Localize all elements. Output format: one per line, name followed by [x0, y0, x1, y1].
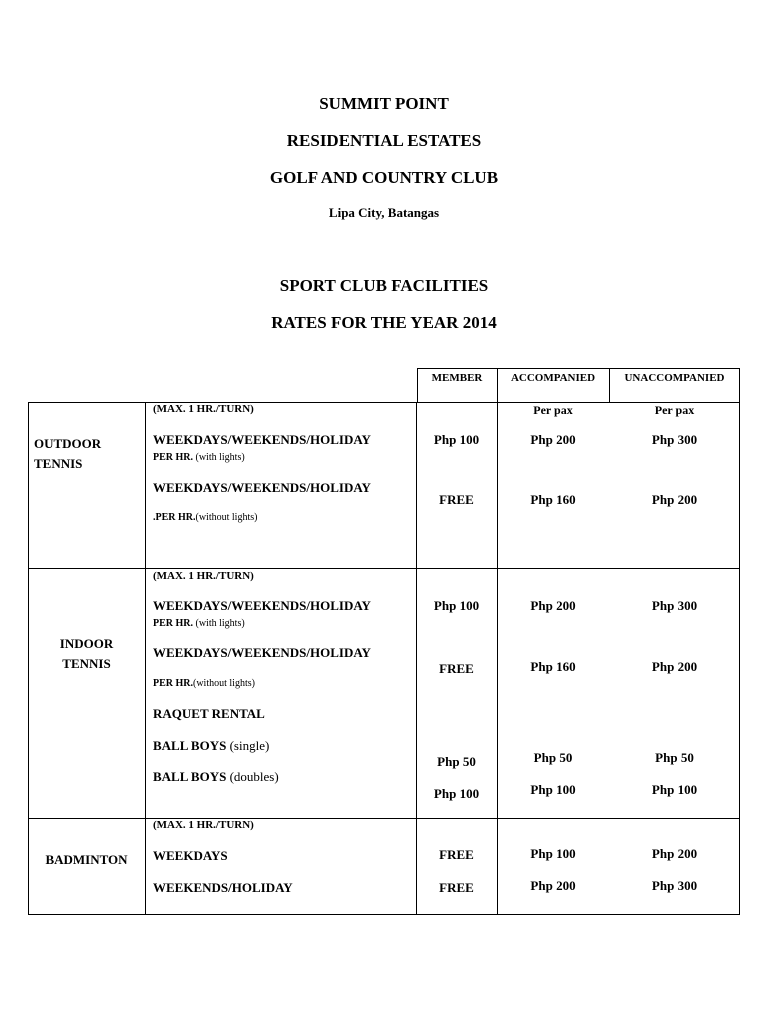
- outdoor-without-lights-accompanied: Php 160: [530, 492, 576, 507]
- ball-boys-doubles-member: Php 100: [433, 786, 480, 801]
- rate-sub-with-lights: PER HR. (with lights): [153, 618, 245, 629]
- badminton-weekends-member: FREE: [439, 880, 474, 895]
- document-subtitle: RATES FOR THE YEAR 2014: [271, 313, 497, 332]
- ball-boys-doubles-unaccompanied: Php 100: [651, 782, 698, 797]
- indoor-with-lights-member: Php 100: [433, 598, 480, 613]
- raquet-rental-label: RAQUET RENTAL: [153, 706, 265, 721]
- ball-boys-single-accompanied: Php 50: [533, 750, 573, 765]
- badminton-weekends-accompanied: Php 200: [530, 878, 576, 893]
- club-name-line3: GOLF AND COUNTRY CLUB: [269, 168, 499, 187]
- indoor-without-lights-accompanied: Php 160: [530, 659, 576, 674]
- ball-boys-single-unaccompanied: Php 50: [655, 750, 694, 765]
- column-header-member: MEMBER: [431, 372, 483, 384]
- club-name-line1: SUMMIT POINT: [319, 94, 449, 113]
- club-location: Lipa City, Batangas: [328, 205, 440, 220]
- rate-label-weekdays: WEEKDAYS: [153, 848, 228, 863]
- rate-label-weekends-holiday: WEEKENDS/HOLIDAY: [153, 880, 293, 895]
- ball-boys-single-label: BALL BOYS (single): [153, 738, 270, 753]
- facility-name-badminton: BADMINTON: [45, 852, 128, 867]
- ball-boys-doubles-accompanied: Php 100: [530, 782, 576, 797]
- per-pax-accompanied: Per pax: [533, 403, 573, 417]
- max-turn-note: (MAX. 1 HR./TURN): [153, 570, 254, 582]
- rate-label-without-lights: WEEKDAYS/WEEKENDS/HOLIDAY: [153, 480, 371, 495]
- indoor-without-lights-unaccompanied: Php 200: [651, 659, 698, 674]
- rate-label-with-lights: WEEKDAYS/WEEKENDS/HOLIDAY: [153, 432, 371, 447]
- rate-label-without-lights: WEEKDAYS/WEEKENDS/HOLIDAY: [153, 645, 371, 660]
- facility-name-indoor-line2: TENNIS: [62, 656, 111, 671]
- badminton-weekdays-accompanied: Php 100: [530, 846, 576, 861]
- rate-sub-without-lights: PER HR.(without lights): [153, 678, 255, 689]
- column-header-accompanied: ACCOMPANIED: [510, 372, 596, 384]
- indoor-without-lights-member: FREE: [439, 661, 474, 676]
- document-title: SPORT CLUB FACILITIES: [279, 276, 489, 295]
- indoor-with-lights-accompanied: Php 200: [530, 598, 576, 613]
- outdoor-with-lights-accompanied: Php 200: [530, 432, 576, 447]
- rate-sub-without-lights: .PER HR.(without lights): [153, 512, 258, 523]
- outdoor-with-lights-member: Php 100: [433, 432, 480, 447]
- max-turn-note: (MAX. 1 HR./TURN): [153, 403, 254, 415]
- facility-name-outdoor-line1: OUTDOOR: [34, 436, 102, 451]
- facility-name-outdoor-line2: TENNIS: [34, 456, 83, 471]
- rate-label-with-lights: WEEKDAYS/WEEKENDS/HOLIDAY: [153, 598, 371, 613]
- per-pax-unaccompanied: Per pax: [654, 403, 695, 417]
- club-name-line2: RESIDENTIAL ESTATES: [286, 131, 482, 150]
- outdoor-without-lights-member: FREE: [439, 492, 474, 507]
- max-turn-note: (MAX. 1 HR./TURN): [153, 819, 254, 831]
- ball-boys-doubles-label: BALL BOYS (doubles): [153, 769, 279, 784]
- ball-boys-single-member: Php 50: [437, 754, 476, 769]
- badminton-weekends-unaccompanied: Php 300: [651, 878, 698, 893]
- outdoor-without-lights-unaccompanied: Php 200: [651, 492, 698, 507]
- indoor-with-lights-unaccompanied: Php 300: [651, 598, 698, 613]
- column-header-unaccompanied: UNACCOMPANIED: [624, 372, 725, 384]
- outdoor-with-lights-unaccompanied: Php 300: [651, 432, 698, 447]
- badminton-weekdays-unaccompanied: Php 200: [651, 846, 698, 861]
- facility-name-indoor-line1: INDOOR: [59, 636, 114, 651]
- rate-sub-with-lights: PER HR. (with lights): [153, 452, 245, 463]
- badminton-weekdays-member: FREE: [439, 847, 474, 862]
